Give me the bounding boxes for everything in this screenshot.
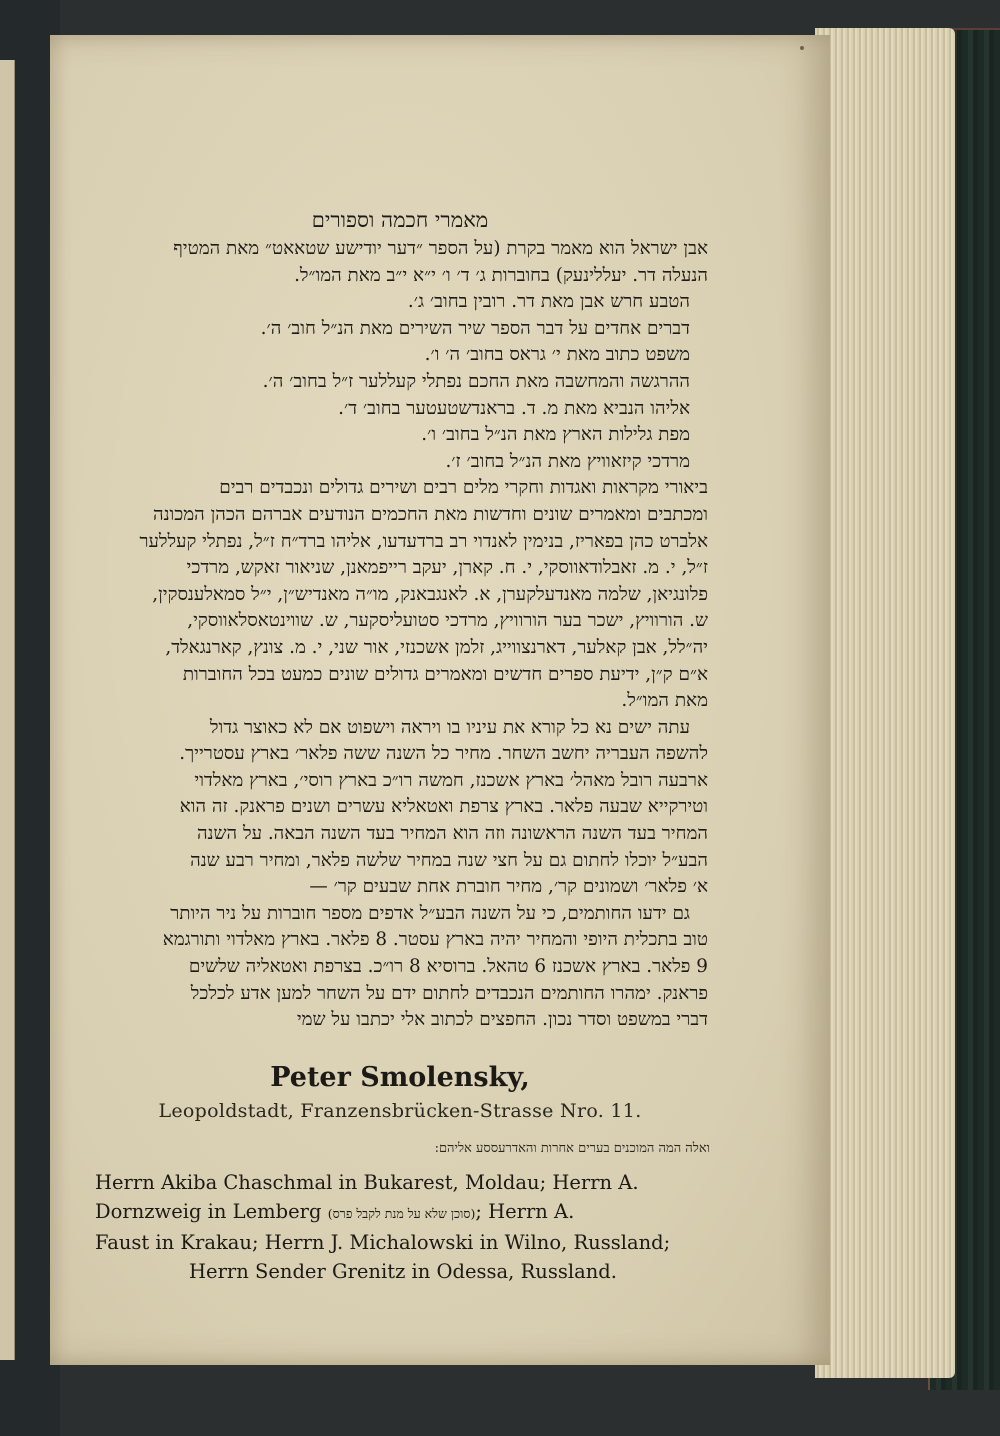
previous-page-edge <box>0 60 15 1360</box>
text-line: מאת המו״ל. <box>621 690 708 712</box>
text-line: אלברט כהן בפאריז, בנימין לאנדוי רב ברדעדעו, אליהו ברד״ח ז״ל, נפתלי קעללער <box>139 530 708 552</box>
agents-list <box>95 1168 711 1286</box>
text-line: הטבע חרש אבן מאת דר. רובין בחוב׳ ג׳. <box>407 291 690 313</box>
text-line: עתה ישים נא כל קורא את עיניו בו ויראה וישפוט אם לא כאוצר גדול <box>209 716 690 738</box>
text-line: דברים אחדים על דבר הספר שיר השירים מאת הנ״ל חוב׳ ה׳. <box>260 317 690 339</box>
agents-heading: ואלה המה המוכנים בערים אחרות והאדרעססע אליהם: <box>434 1141 710 1156</box>
text-line: מפת גלילות הארץ מאת הנ״ל בחוב׳ ו׳. <box>421 424 690 446</box>
page-stack-edge <box>815 28 955 1378</box>
page-heading: מאמרי חכמה וספורים <box>311 208 489 232</box>
text-line: להשפה העבריה יחשב השחר. מחיר כל השנה ששה פלאר׳ בארץ עסטרייך. <box>179 743 708 765</box>
text-line: פלונגיאן, שלמה מאנדעלקערן, א. לאנגבאנק, מו״ה מאנדיש״ן, י״ל סמאלענסקין, <box>152 583 708 605</box>
text-line: יה״לל, אבן קאלער, דארנצווייג, זלמן אשכנזי, אור שני, י. מ. צונץ, קארנגאלד, <box>165 636 708 658</box>
publisher-name: Peter Smolensky, <box>270 1062 530 1093</box>
hebrew-text-block <box>88 236 708 1034</box>
agents-line <box>95 1197 711 1228</box>
text-line: משפט כתוב מאת י׳ גראס בחוב׳ ה׳ ו׳. <box>424 344 690 366</box>
text-line: פראנק. ימהרו החותמים הנכבדים לחתום ידם על השחר למען אדע לכלכל <box>190 982 708 1004</box>
text-line: גם ידעו החותמים, כי על השנה הבע״ל אדפים מספר חוברות על ניר היותר <box>170 902 690 924</box>
text-line: 9 פלאר. בארץ אשכנז 6 טהאל. ברוסיא 8 רו״כ. בצרפת ואטאליה שלשים <box>188 956 708 978</box>
text-line: ההרגשה והמחשבה מאת החכם נפתלי קעללער ז״ל בחוב׳ ה׳. <box>262 370 690 392</box>
text-line: אבן ישראל הוא מאמר בקרת (על הספר ״דער יודישע שטאאט״ מאת המטיף <box>173 238 708 259</box>
paper-speck <box>800 46 804 50</box>
text-line: הנעלה דר. יעללינעק) בחוברות ג׳ ד׳ ו׳ י״א י״ב מאת המו״ל. <box>294 264 708 286</box>
text-line: מרדכי קיזאוויץ מאת הנ״ל בחוב׳ ז׳. <box>445 450 690 472</box>
text-line: א׳ פלאר׳ ושמונים קר׳, מחיר חוברת אחת שבעים קר׳ — <box>309 876 708 898</box>
agents-line-part: Dornzweig in Lemberg <box>95 1200 322 1223</box>
text-line: הבע״ל יוכלו לחתום גם על חצי שנה במחיר שלשה פלאר, ומחיר רבע שנה <box>190 849 708 871</box>
text-line: ז״ל, י. מ. זאבלודאווסקי, י. ח. קארן, יעקב רייפמאנן, שניאור זאקש, מרדכי <box>186 557 708 579</box>
text-line: ארבעה רובל מאהל׳ בארץ אשכנז, חמשה רו״כ בארץ רוסי׳, בארץ מאלדוי <box>194 769 708 791</box>
text-line: ש. הורוויץ, ישכר בער הורוויץ, מרדכי סטועליסקער, ש. שווינטאסלאווסקי, <box>187 610 708 632</box>
text-line: ומכתבים ומאמרים שונים וחדשות מאת החכמים הנודעים אברהם הכהן המכונה <box>152 503 708 525</box>
agent-note-hebrew: (סוכן שלא על מנת לקבל פרס) <box>327 1206 476 1221</box>
text-line: דברי במשפט וסדר נכון. החפצים לכתוב אלי יכתבו על שמי <box>296 1009 708 1031</box>
text-line: ביאורי מקראות ואגדות וחקרי מלים רבים ושירים גדולים ונכבדים רבים <box>219 477 708 499</box>
text-line: אליהו הנביא מאת מ. ד. בראנדשטעטער בחוב׳ ד׳. <box>338 397 690 419</box>
text-line: המחיר בעד השנה הראשונה וזה הוא המחיר בעד השנה הבאה. על השנה <box>196 823 708 845</box>
agents-line-part: ; Herrn A. <box>475 1200 575 1223</box>
text-line: טוב בתכלית היופי והמחיר יהיה בארץ עסטר. 8 פלאר. בארץ מאלדוי ותורגמא <box>162 929 708 951</box>
publisher-address: Leopoldstadt, Franzensbrücken-Strasse Nro. 11. <box>158 1100 642 1122</box>
text-line: א״ם ק״ן, ידיעת ספרים חדשים ומאמרים גדולים שונים כמעט בכל החוברות <box>182 663 708 685</box>
text-line: וטירקייא שבעה פלאר. בארץ צרפת ואטאליא עשרים ושנים פראנק. זה הוא <box>179 796 708 818</box>
agents-line: Herrn Akiba Chaschmal in Bukarest, Moldau; Herrn A. <box>95 1171 639 1194</box>
agents-line: Herrn Sender Grenitz in Odessa, Russland. <box>189 1260 617 1283</box>
agents-line: Faust in Krakau; Herrn J. Michalowski in Wilno, Russland; <box>95 1231 671 1254</box>
